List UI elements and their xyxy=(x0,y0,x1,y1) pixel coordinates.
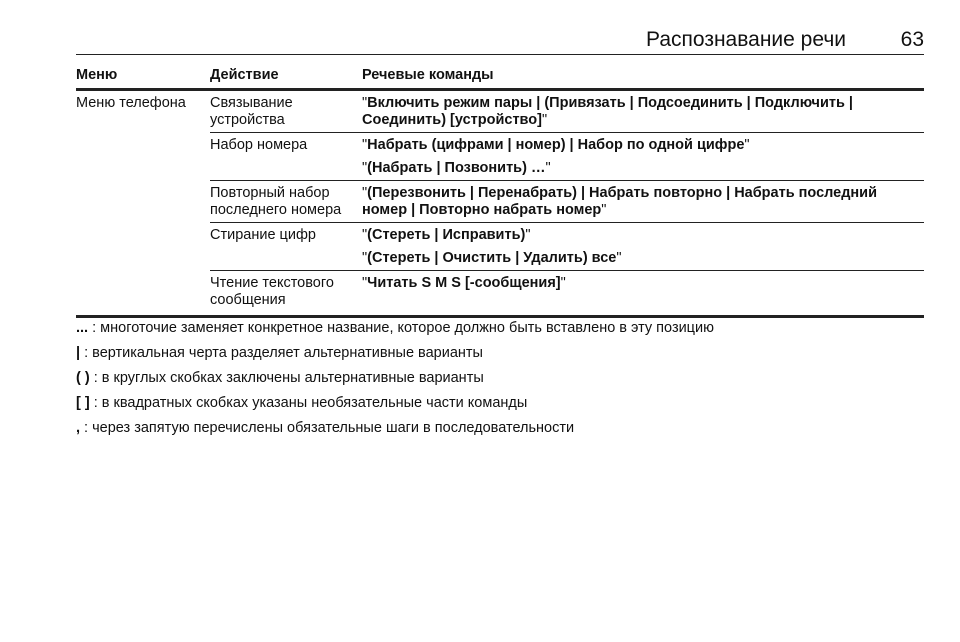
page-title: Распознавание речи xyxy=(646,28,846,51)
table-header-row xyxy=(76,65,924,90)
table-row xyxy=(76,133,924,181)
legend-text: : в круглых скобках заключены альтернативные варианты xyxy=(89,370,484,386)
legend-item xyxy=(76,420,924,445)
command-line: "(Стереть | Исправить)" xyxy=(362,227,531,243)
table-row xyxy=(76,181,924,223)
legend-symbol: , xyxy=(76,420,81,436)
table-row xyxy=(76,223,924,271)
legend-item xyxy=(76,395,924,420)
legend-text: : вертикальная черта разделяет альтернативные варианты xyxy=(80,345,483,361)
table-cell-menu xyxy=(76,133,210,181)
command-line: "(Перезвонить | Перенабрать) | Набрать повторно | Набрать последний номер | Повторно набрать номер" xyxy=(362,185,878,218)
page-number: 63 xyxy=(900,28,924,51)
symbol-legend xyxy=(76,320,924,445)
table-cell-action: Связывание устройства xyxy=(210,95,293,128)
legend-item xyxy=(76,320,924,345)
page-header xyxy=(76,26,924,55)
command-line: "(Стереть | Очистить | Удалить) все" xyxy=(362,250,622,266)
table-cell-menu: Меню телефона xyxy=(76,95,186,111)
legend-text: : многоточие заменяет конкретное название, которое должно быть вставлено в эту позицию xyxy=(88,320,714,336)
command-line: "Включить режим пары | (Привязать | Подсоединить | Подключить | Соединить) [устройство]" xyxy=(362,95,853,128)
table-row xyxy=(76,271,924,317)
table-cell-commands xyxy=(362,271,924,317)
legend-text: : в квадратных скобках указаны необязательные части команды xyxy=(89,395,528,411)
column-header-menu: Меню xyxy=(76,65,210,90)
legend-symbol: ( ) xyxy=(76,370,90,386)
table-cell-commands xyxy=(362,133,924,181)
voice-commands-table xyxy=(76,65,924,318)
table-cell-menu xyxy=(76,223,210,271)
legend-item xyxy=(76,370,924,395)
legend-text: : через запятую перечислены обязательные шаги в последовательности xyxy=(80,420,575,436)
table-cell-menu xyxy=(76,271,210,317)
table-cell-menu xyxy=(76,181,210,223)
table-cell-commands xyxy=(362,181,924,223)
legend-symbol: ... xyxy=(76,320,89,336)
command-line: "(Набрать | Позвонить) …" xyxy=(362,160,551,176)
table-cell-commands xyxy=(362,223,924,271)
command-line: "Набрать (цифрами | номер) | Набор по одной цифре" xyxy=(362,137,750,153)
table-cell-commands xyxy=(362,90,924,133)
table-cell-action: Повторный набор последнего номера xyxy=(210,181,362,223)
column-header-action: Действие xyxy=(210,65,362,90)
table-cell-action: Чтение текстового сообщения xyxy=(210,271,362,317)
column-header-commands: Речевые команды xyxy=(362,65,924,90)
command-line: "Читать S M S [-сообщения]" xyxy=(362,275,566,291)
table-cell-action: Набор номера xyxy=(210,133,362,181)
legend-symbol: [ ] xyxy=(76,395,90,411)
legend-symbol: | xyxy=(76,345,81,361)
table-row xyxy=(76,90,924,133)
legend-item xyxy=(76,345,924,370)
table-cell-action: Стирание цифр xyxy=(210,223,362,271)
